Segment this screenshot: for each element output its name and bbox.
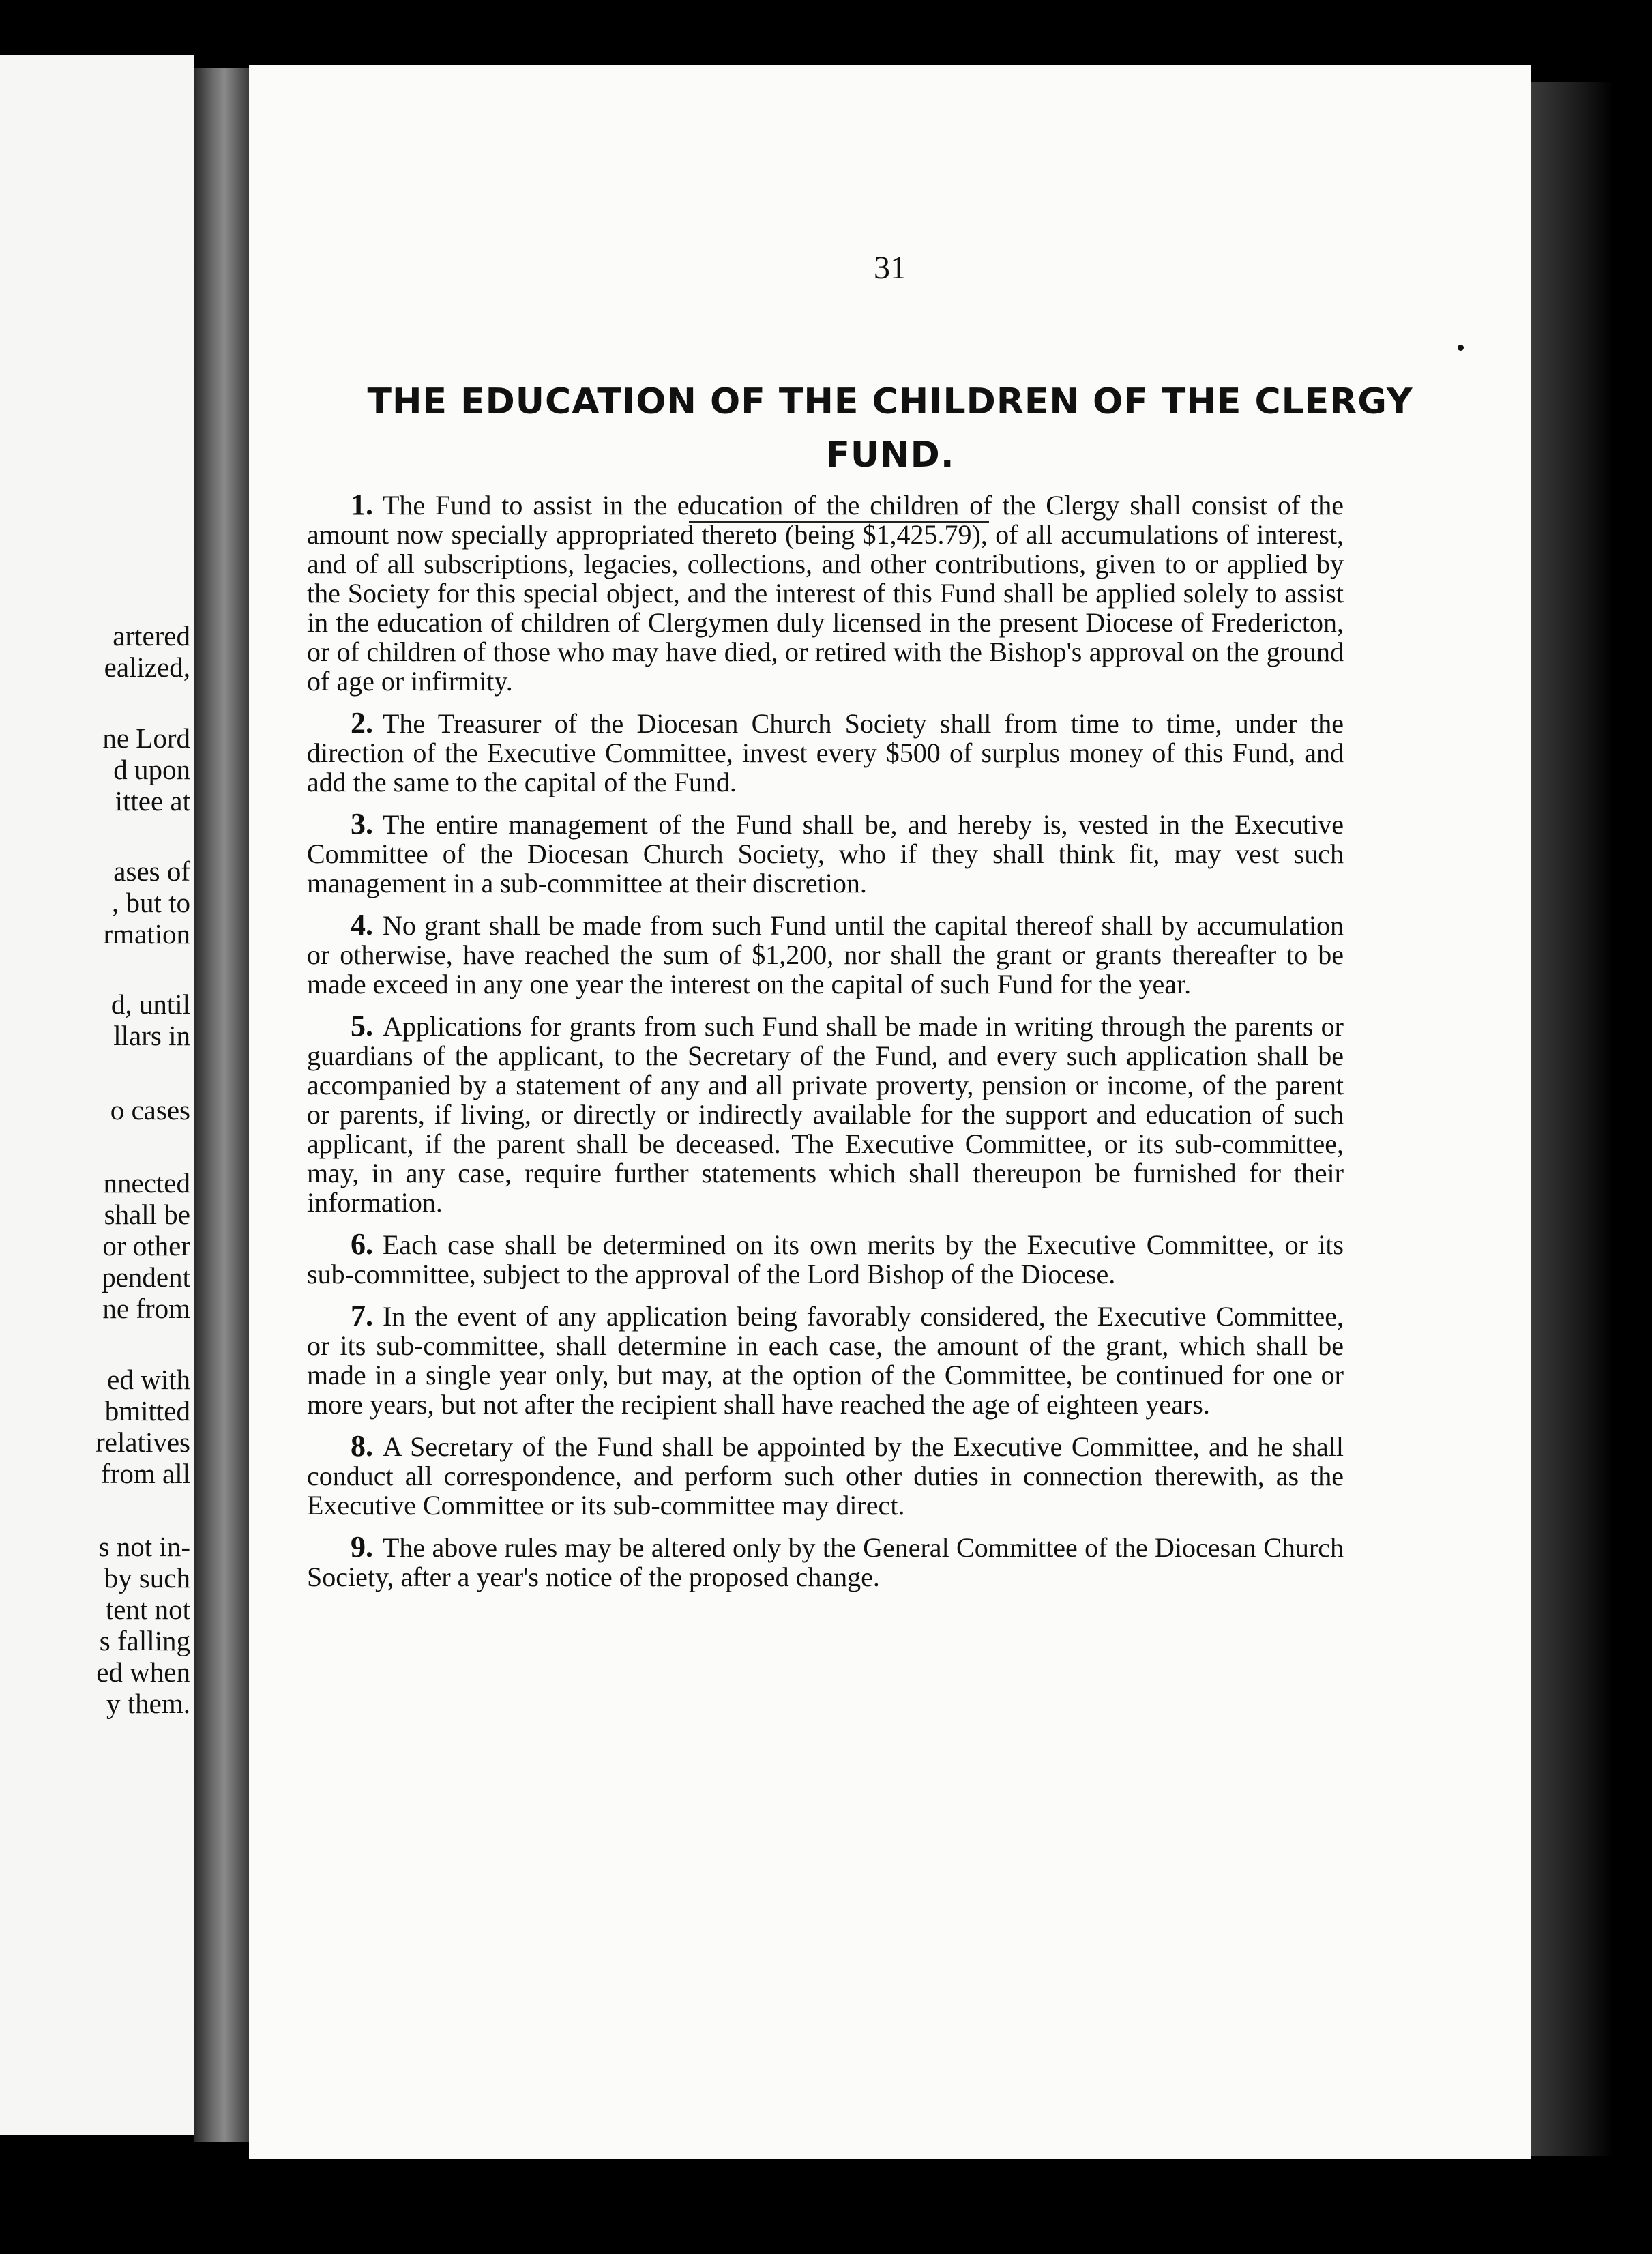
rule-number: 3.	[351, 807, 373, 840]
rule-text: No grant shall be made from such Fund until the capital thereof shall by accumulation or otherwise, have reached the sum of $1,200, nor shall the grant or grants thereafter to be made exceed in any one year the interest on the capital of such Fund for the year.	[307, 910, 1344, 999]
left-line: , but to	[111, 887, 190, 918]
rule-paragraph-4	[307, 910, 1344, 999]
left-line: tent not	[105, 1594, 190, 1625]
page-number: 31	[874, 250, 906, 286]
left-line: ed with	[107, 1364, 190, 1395]
rule-paragraph-9	[307, 1532, 1344, 1592]
rules-list	[307, 490, 1344, 1604]
rule-text: Applications for grants from such Fund shall be made in writing through the parents or guardians of the applicant, to the Secretary of the Fund, and every such application shall be accompanied by a statement of any and all private proverty, pension or income, of the parent or parents, if living, or directly or indirectly available for the support and education of such applicant, if the parent shall be deceased. The Executive Committee, or its sub-committee, may, in any case, require further statements which shall thereupon be furnished for their information.	[307, 1011, 1344, 1218]
page-edge	[1531, 82, 1613, 2156]
left-line: by such	[104, 1562, 190, 1594]
rule-text: The above rules may be altered only by the General Committee of the Diocesan Church Society, after a year's notice of the proposed change.	[307, 1532, 1344, 1592]
rule-text: The Fund to assist in the education of the children of the Clergy shall consist of the amount now specially appropriated thereto (being $1,425.79), of all accumulations of interest, and of all subscriptions, legacies, collections, and other contributions, given to or applied by the Society for this special object, and the interest of this Fund shall be applied solely to assist in the education of children of Clergymen duly licensed in the present Diocese of Fredericton, or of children of those who may have died, or retired with the Bishop's approval on the ground of age or infirmity.	[307, 490, 1344, 697]
rule-number: 2.	[351, 706, 373, 740]
left-line: bmitted	[104, 1395, 190, 1426]
title-line-1: THE EDUCATION OF THE CHILDREN OF THE CLERGY	[367, 381, 1413, 422]
left-line: relatives	[95, 1426, 190, 1458]
rule-paragraph-1	[307, 490, 1344, 696]
rule-text: The entire management of the Fund shall be, and hereby is, vested in the Executive Committee of the Diocesan Church Society, who if they shall think fit, may vest such management in a sub-committee at their discretion.	[307, 809, 1344, 898]
rule-number: 7.	[351, 1299, 373, 1332]
left-line: ed when	[96, 1656, 190, 1688]
rule-text: A Secretary of the Fund shall be appointed by the Executive Committee, and he shall conduct all correspondence, and perform such other duties in connection therewith, as the Executive Committee or its sub-committee may direct.	[307, 1431, 1344, 1521]
left-facing-page	[0, 55, 194, 2135]
left-line: from all	[101, 1458, 190, 1489]
left-line: ittee at	[115, 785, 190, 817]
stray-dot	[1458, 345, 1464, 351]
rule-number: 5.	[351, 1009, 373, 1042]
left-line: llars in	[113, 1020, 190, 1051]
rule-paragraph-5	[307, 1011, 1344, 1217]
left-line: y them.	[106, 1688, 190, 1719]
page-title	[249, 375, 1531, 482]
left-line: ases of	[113, 855, 190, 887]
rule-number: 8.	[351, 1429, 373, 1463]
left-line: rmation	[103, 918, 190, 950]
rule-text: Each case shall be determined on its own merits by the Executive Committee, or its sub-committee, subject to the approval of the Lord Bishop of the Diocese.	[307, 1229, 1344, 1289]
left-line: pendent	[102, 1261, 190, 1293]
rule-number: 1.	[351, 488, 373, 521]
left-line: ne Lord	[102, 722, 190, 754]
rule-paragraph-8	[307, 1431, 1344, 1520]
rule-number: 9.	[351, 1530, 373, 1564]
rule-paragraph-2	[307, 708, 1344, 797]
book-gutter	[194, 68, 249, 2142]
left-line: d, until	[110, 989, 190, 1020]
left-line: ne from	[102, 1293, 190, 1324]
rule-number: 6.	[351, 1227, 373, 1261]
left-line: s not in-	[98, 1531, 190, 1562]
rule-text: In the event of any application being favorably considered, the Executive Committee, or its sub-committee, shall determine in each case, the amount of the grant, which shall be made in a single year only, but may, at the option of the Committee, be continued for one or more years, but not after the recipient shall have reached the age of eighteen years.	[307, 1301, 1344, 1420]
rule-paragraph-7	[307, 1301, 1344, 1419]
left-line: or other	[102, 1230, 190, 1261]
rule-number: 4.	[351, 908, 373, 941]
left-line: shall be	[104, 1199, 190, 1230]
left-line: ealized,	[104, 652, 190, 683]
left-line: s falling	[99, 1625, 190, 1656]
left-line: nnected	[103, 1167, 190, 1199]
left-line: d upon	[113, 754, 190, 785]
left-line: artered	[113, 620, 190, 652]
rule-paragraph-3	[307, 809, 1344, 898]
title-line-2: FUND.	[825, 435, 955, 475]
left-line: o cases	[110, 1094, 190, 1126]
rule-text: The Treasurer of the Diocesan Church Society shall from time to time, under the direction of the Executive Committee, invest every $500 of surplus money of this Fund, and add the same to the capital of the Fund.	[307, 708, 1344, 797]
rule-paragraph-6	[307, 1229, 1344, 1289]
